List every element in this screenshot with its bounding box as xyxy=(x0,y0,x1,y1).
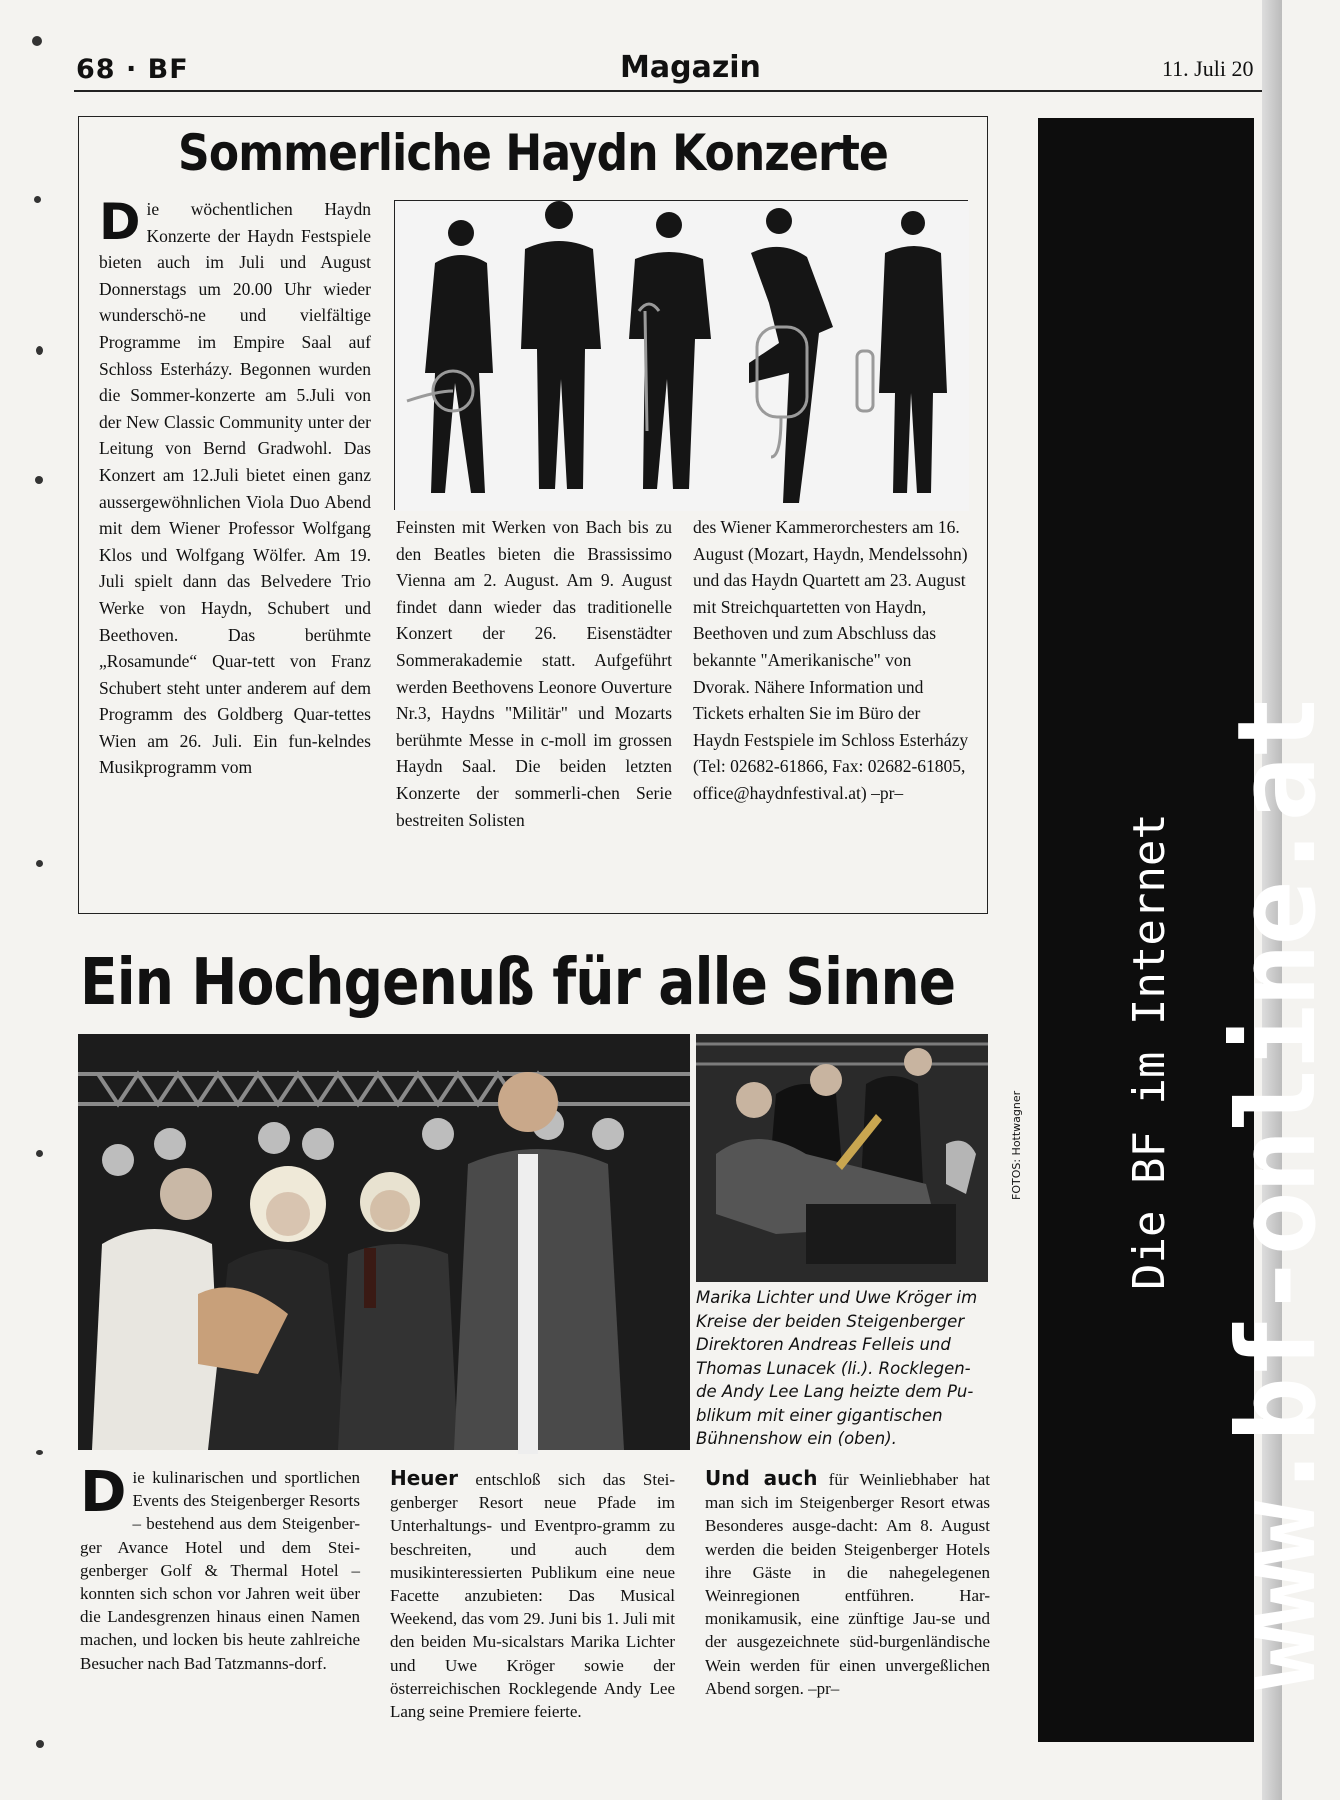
page-number: 68 · BF xyxy=(76,54,189,85)
brass-quintet-photo xyxy=(394,200,968,510)
margin-mark xyxy=(36,1450,43,1455)
article2-col3-text: für Weinliebhaber hat man sich im Steigenberger Resort etwas Besonderes ausge-dacht: Am 8. August werden die beiden Steigenberger Hotels ihre Gäste in die nahegelegenen Weinregionen entführen. Har-monikamusik, eine zünftige Jau-se und der ausgezeichnete süd-burgenländische Wein werden für einen unvergeßlichen Abend sorgen. –pr– xyxy=(705,1470,990,1698)
article2-column-2 xyxy=(390,1466,675,1723)
margin-mark xyxy=(36,1150,43,1157)
article1-col1-text: ie wöchentlichen Haydn Konzerte der Haydn Festspiele bieten auch im Juli und August Donnerstags um 20.00 Uhr wieder wunderschö-ne und vielfältige Programme im Empire Saal auf Schloss Esterházy. Begonnen wurden die Sommer-konzerte am 5.Juli von der New Classic Community unter der Leitung von Bernd Gradwohl. Das Konzert am 12.Juli bietet einen ganz aussergewöhnlichen Viola Duo Abend mit dem Wiener Professor Wolfgang Klos und Wolfgang Wölfer. Am 19. Juli spielt dann das Belvedere Trio Werke von Haydn, Schubert und Beethoven. Das berühmte „Rosamunde“ Quar-tett von Franz Schubert steht unter anderem auf dem Programm des Goldberg Quar-tettes Wien am 26. Juli. Ein fun-kelndes Musikprogramm vom xyxy=(99,199,371,778)
article1-column-3: des Wiener Kammerorchesters am 16. August (Mozart, Haydn, Mendelssohn) und das Haydn Quartett am 23. August mit Streichquartetten von Haydn, Beethoven und zum Abschluss das bekannte "Amerikanische" von Dvorak. Nähere Information und Tickets erhalten Sie im Büro der Haydn Festspiele im Schloss Esterházy (Tel: 02682-61866, Fax: 02682-61805, office@haydnfestival.at) –pr– xyxy=(693,517,969,803)
musical-stars-photo xyxy=(78,1034,690,1450)
margin-mark xyxy=(36,346,43,355)
photo-caption: Marika Lichter und Uwe Kröger im Kreise der beiden Steigenberger Direktoren Andreas Felleis und Thomas Lunacek (li.). Rocklegen-de Andy Lee Lang heizte dem Pu-blikum mit einer gigantischen Bühnenshow ein (oben). xyxy=(696,1288,978,1448)
article1-column-2: Feinsten mit Werken von Bach bis zu den Beatles bieten die Brassissimo Vienna am 2. August. Am 9. August findet dann wieder das traditionelle Konzert der 26. Eisenstädter Sommerakademie statt. Aufgeführt werden Beethovens Leonore Ouverture Nr.3, Haydns "Militär" und Mozarts berühmte Messe in c-moll im grossen Haydn Saal. Die beiden letzten Konzerte der sommerli-chen Serie bestreiten Solisten xyxy=(396,517,672,830)
article1-headline: Sommerliche Haydn Konzerte xyxy=(178,124,888,182)
article1-column-1 xyxy=(99,193,371,781)
margin-mark xyxy=(32,36,42,46)
article2-column-3 xyxy=(705,1466,990,1700)
rock-show-photo xyxy=(696,1034,988,1282)
article2-headline: Ein Hochgenuß für alle Sinne xyxy=(80,946,956,1020)
banner-subtitle: Die BF im Internet xyxy=(1124,813,1175,1290)
margin-mark xyxy=(36,860,43,867)
dropcap: D xyxy=(99,193,141,251)
issue-date: 11. Juli 20 xyxy=(1162,56,1254,81)
article2-col2-text: entschloß sich das Stei-genberger Resort neue Pfade im Unterhaltungs- und Eventpro-gramm zu beschreiten, und auch dem musikinteressierten Publikum eine neue Facette anzubieten: Das Musical Weekend, das vom 29. Juni bis 1. Juli mit den beiden Mu-sicalstars Marika Lichter und Uwe Kröger sowie der österreichischen Rocklegende Andy Lee Lang seine Premiere feierte. xyxy=(390,1470,675,1722)
banner-url[interactable]: www.bf-online.at xyxy=(1215,697,1340,1690)
margin-mark xyxy=(34,196,41,203)
article2-col1-text: ie kulinarischen und sportlichen Events des Steigenberger Resorts – bestehend aus dem Steigenber-ger Avance Hotel und dem Stei-genberger Golf & Thermal Hotel – konnten sich schon vor Jahren weit über die Landesgrenzen hinaus einen Namen machen, und locken bis heute zahlreiche Besucher nach Bad Tatzmanns-dorf. xyxy=(80,1468,360,1673)
section-title: Magazin xyxy=(620,50,761,85)
article2-column-1 xyxy=(80,1460,360,1675)
margin-mark xyxy=(35,476,43,484)
photo-credit: FOTOS: Hottwagner xyxy=(1010,1090,1023,1200)
margin-mark xyxy=(36,1740,44,1748)
header-rule xyxy=(74,90,1282,92)
dropcap: D xyxy=(80,1460,127,1525)
lead-in: Und auch xyxy=(705,1466,818,1490)
lead-in: Heuer xyxy=(390,1466,458,1490)
